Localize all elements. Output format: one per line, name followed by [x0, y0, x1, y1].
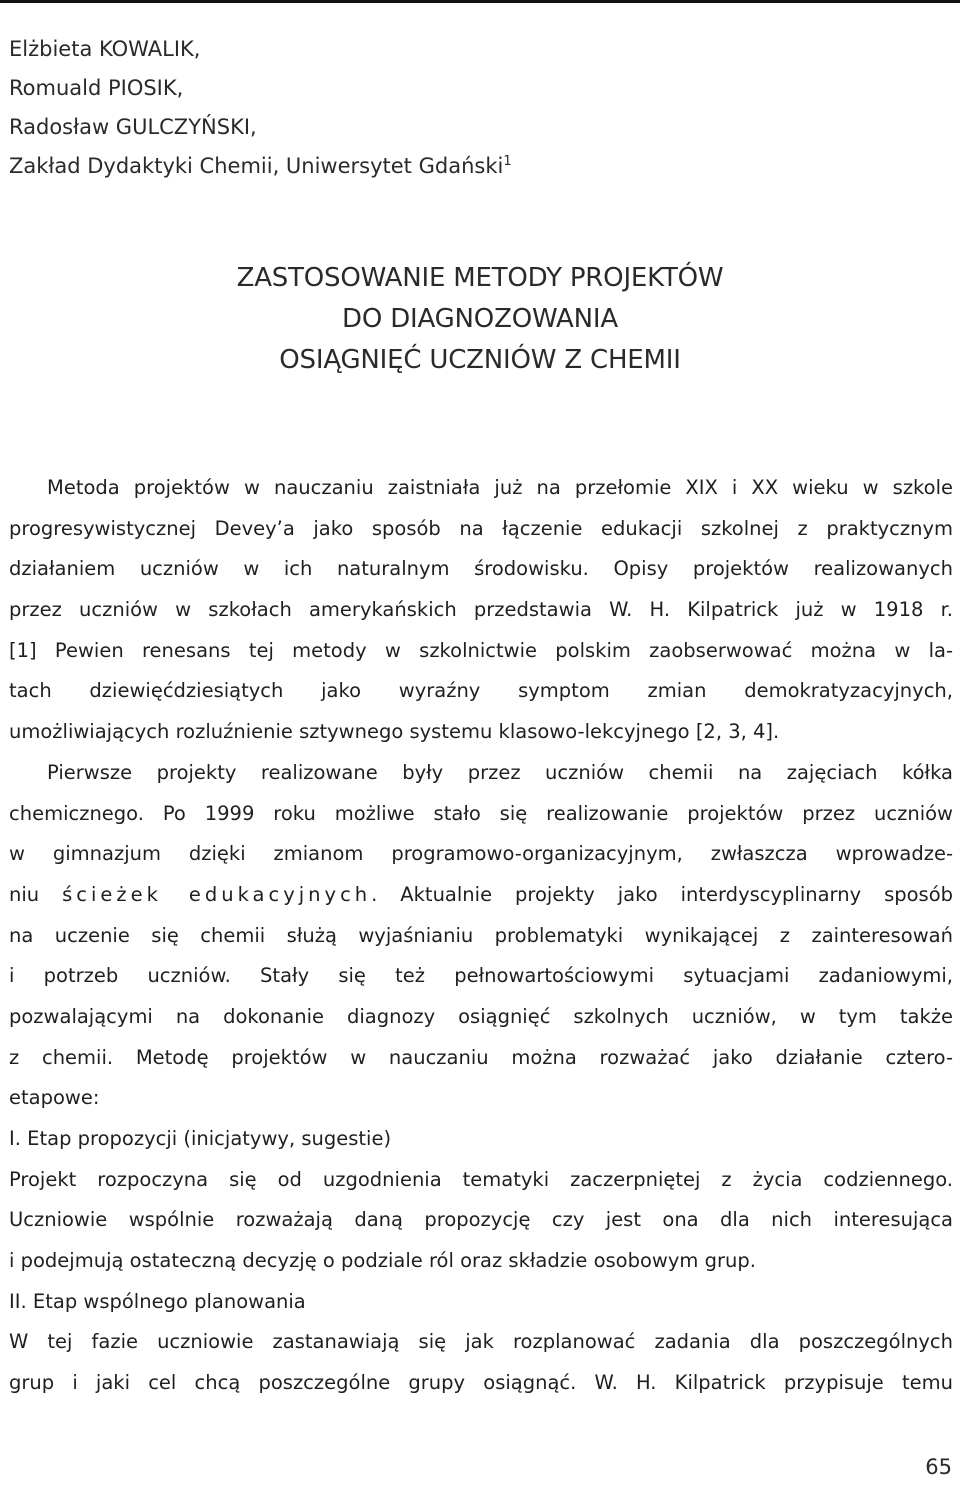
text-line: w gimnazjum dzięki zmianom programowo-organizacyjnym, zwłaszcza wprowadze- — [9, 842, 953, 866]
text-line: W tej fazie uczniowie zastanawiają się jak rozplanować zadania dla poszczególnych — [9, 1330, 953, 1354]
title-line: DO DIAGNOZOWANIA — [342, 304, 618, 334]
text-line: grup i jaki cel chcą poszczególne grupy osiągnąć. W. H. Kilpatrick przypisuje temu — [9, 1371, 953, 1395]
author-name: Romuald PIOSIK, — [9, 76, 184, 100]
page-number: 65 — [925, 1455, 952, 1479]
article-title — [0, 258, 960, 381]
text-line: i potrzeb uczniów. Stały się też pełnowartościowymi sytuacjami zadaniowymi, — [9, 964, 953, 988]
text-line: Pierwsze projekty realizowane były przez uczniów chemii na zajęciach kółka — [47, 760, 953, 784]
text-fragment: . Aktualnie projekty jako interdyscyplinarny sposób — [371, 882, 953, 906]
text-line: na uczenie się chemii służą wyjaśnianiu problematyki wynikającej z zainteresowań — [9, 923, 953, 947]
top-rule — [0, 0, 960, 3]
author-block — [9, 30, 949, 186]
text-line: umożliwiających rozluźnienie sztywnego systemu klasowo-lekcyjnego [2, 3, 4]. — [9, 720, 780, 744]
text-line: i podejmują ostateczną decyzję o podziale ról oraz składzie osobowym grup. — [9, 1249, 756, 1273]
text-line: działaniem uczniów w ich naturalnym środowisku. Opisy projektów realizowanych — [9, 557, 953, 581]
text-line: progresywistycznej Devey’a jako sposób na łączenie edukacji szkolnej z praktycznym — [9, 516, 953, 540]
text-line: przez uczniów w szkołach amerykańskich przedstawia W. H. Kilpatrick już w 1918 r. — [9, 598, 953, 622]
emphasized-term: ścieżek edukacyjnych — [62, 882, 372, 906]
text-fragment: niu — [9, 882, 63, 906]
title-line: OSIĄGNIĘĆ UCZNIÓW Z CHEMII — [279, 345, 681, 375]
author-name: Elżbieta KOWALIK, — [9, 37, 201, 61]
affiliation — [9, 147, 949, 186]
text-line: Metoda projektów w nauczaniu zaistniała już na przełomie XIX i XX wieku w szkole — [47, 476, 953, 499]
stage-heading: I. Etap propozycji (inicjatywy, sugestie) — [9, 1127, 392, 1150]
article-body — [9, 468, 953, 1404]
text-line: tach dziewięćdziesiątych jako wyraźny symptom zmian demokratyzacyjnych, — [9, 679, 953, 703]
footnote-marker: 1 — [503, 154, 512, 169]
text-line: z chemii. Metodę projektów w nauczaniu można rozważać jako działanie cztero- — [9, 1045, 953, 1069]
text-line: [1] Pewien renesans tej metody w szkolnictwie polskim zaobserwować można w la- — [9, 638, 953, 662]
text-line: Uczniowie wspólnie rozważają daną propozycję czy jest ona dla nich interesująca — [9, 1208, 953, 1232]
text-line: chemicznego. Po 1999 roku możliwe stało się realizowanie projektów przez uczniów — [9, 801, 953, 825]
title-line: ZASTOSOWANIE METODY PROJEKTÓW — [236, 263, 724, 293]
stage-heading: II. Etap wspólnego planowania — [9, 1289, 306, 1313]
text-line: pozwalającymi na dokonanie diagnozy osiągnięć szkolnych uczniów, w tym także — [9, 1004, 953, 1028]
text-line: Projekt rozpoczyna się od uzgodnienia tematyki zaczerpniętej z życia codziennego. — [9, 1167, 953, 1191]
author-name: Radosław GULCZYŃSKI, — [9, 115, 257, 139]
text-line — [9, 875, 953, 916]
affiliation-text: Zakład Dydaktyki Chemii, Uniwersytet Gdański — [9, 154, 504, 178]
text-line: etapowe: — [9, 1086, 100, 1110]
